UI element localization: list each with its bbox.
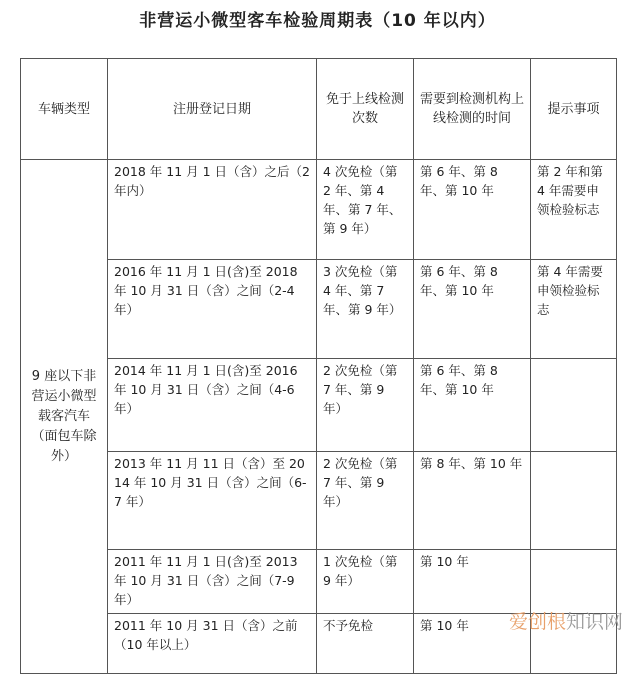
date-cell: 2014 年 11 月 1 日(含)至 2016 年 10 月 31 日（含）之间（4-6 年） [108, 359, 317, 452]
inspect-cell: 第 10 年 [414, 550, 531, 614]
exempt-cell: 2 次免检（第 7 年、第 9 年） [317, 359, 414, 452]
header-cell: 车辆类型 [21, 59, 108, 160]
inspect-cell: 第 6 年、第 8 年、第 10 年 [414, 359, 531, 452]
inspect-cell: 第 6 年、第 8 年、第 10 年 [414, 160, 531, 260]
watermark [509, 607, 623, 634]
table-row [21, 452, 617, 550]
watermark-part: 爱创根 [508, 611, 566, 633]
table-row [21, 359, 617, 452]
exempt-cell: 2 次免检（第 7 年、第 9 年） [317, 452, 414, 550]
watermark-part: 知识网 [565, 611, 623, 633]
header-cell: 提示事项 [531, 59, 617, 160]
header-cell: 免于上线检测次数 [317, 59, 414, 160]
table-row [21, 160, 617, 260]
note-cell: 第 2 年和第 4 年需要申领检验标志 [531, 160, 617, 260]
note-cell [531, 452, 617, 550]
header-row [21, 59, 617, 160]
date-cell: 2013 年 11 月 11 日（含）至 2014 年 10 月 31 日（含）之间（6-7 年） [108, 452, 317, 550]
exempt-cell: 1 次免检（第 9 年） [317, 550, 414, 614]
vehicle-type-cell: 9 座以下非营运小微型载客汽车（面包车除外） [21, 160, 108, 674]
inspect-cell: 第 6 年、第 8 年、第 10 年 [414, 260, 531, 359]
note-cell: 第 4 年需要申领检验标志 [531, 260, 617, 359]
header-cell: 需要到检测机构上线检测的时间 [414, 59, 531, 160]
inspect-cell: 第 10 年 [414, 614, 531, 674]
inspect-cell: 第 8 年、第 10 年 [414, 452, 531, 550]
exempt-cell: 3 次免检（第 4 年、第 7 年、第 9 年） [317, 260, 414, 359]
table-row [21, 260, 617, 359]
inspection-table [20, 58, 617, 674]
date-cell: 2016 年 11 月 1 日(含)至 2018 年 10 月 31 日（含）之间（2-4 年） [108, 260, 317, 359]
note-cell [531, 359, 617, 452]
note-cell [531, 550, 617, 614]
header-cell: 注册登记日期 [108, 59, 317, 160]
page-title: 非营运小微型客车检验周期表（10 年以内） [139, 11, 496, 31]
date-cell: 2018 年 11 月 1 日（含）之后（2 年内） [108, 160, 317, 260]
date-cell: 2011 年 11 月 1 日(含)至 2013 年 10 月 31 日（含）之间（7-9 年） [108, 550, 317, 614]
date-cell: 2011 年 10 月 31 日（含）之前（10 年以上） [108, 614, 317, 674]
table-row [21, 550, 617, 614]
exempt-cell: 4 次免检（第 2 年、第 4 年、第 7 年、第 9 年） [317, 160, 414, 260]
exempt-cell: 不予免检 [317, 614, 414, 674]
